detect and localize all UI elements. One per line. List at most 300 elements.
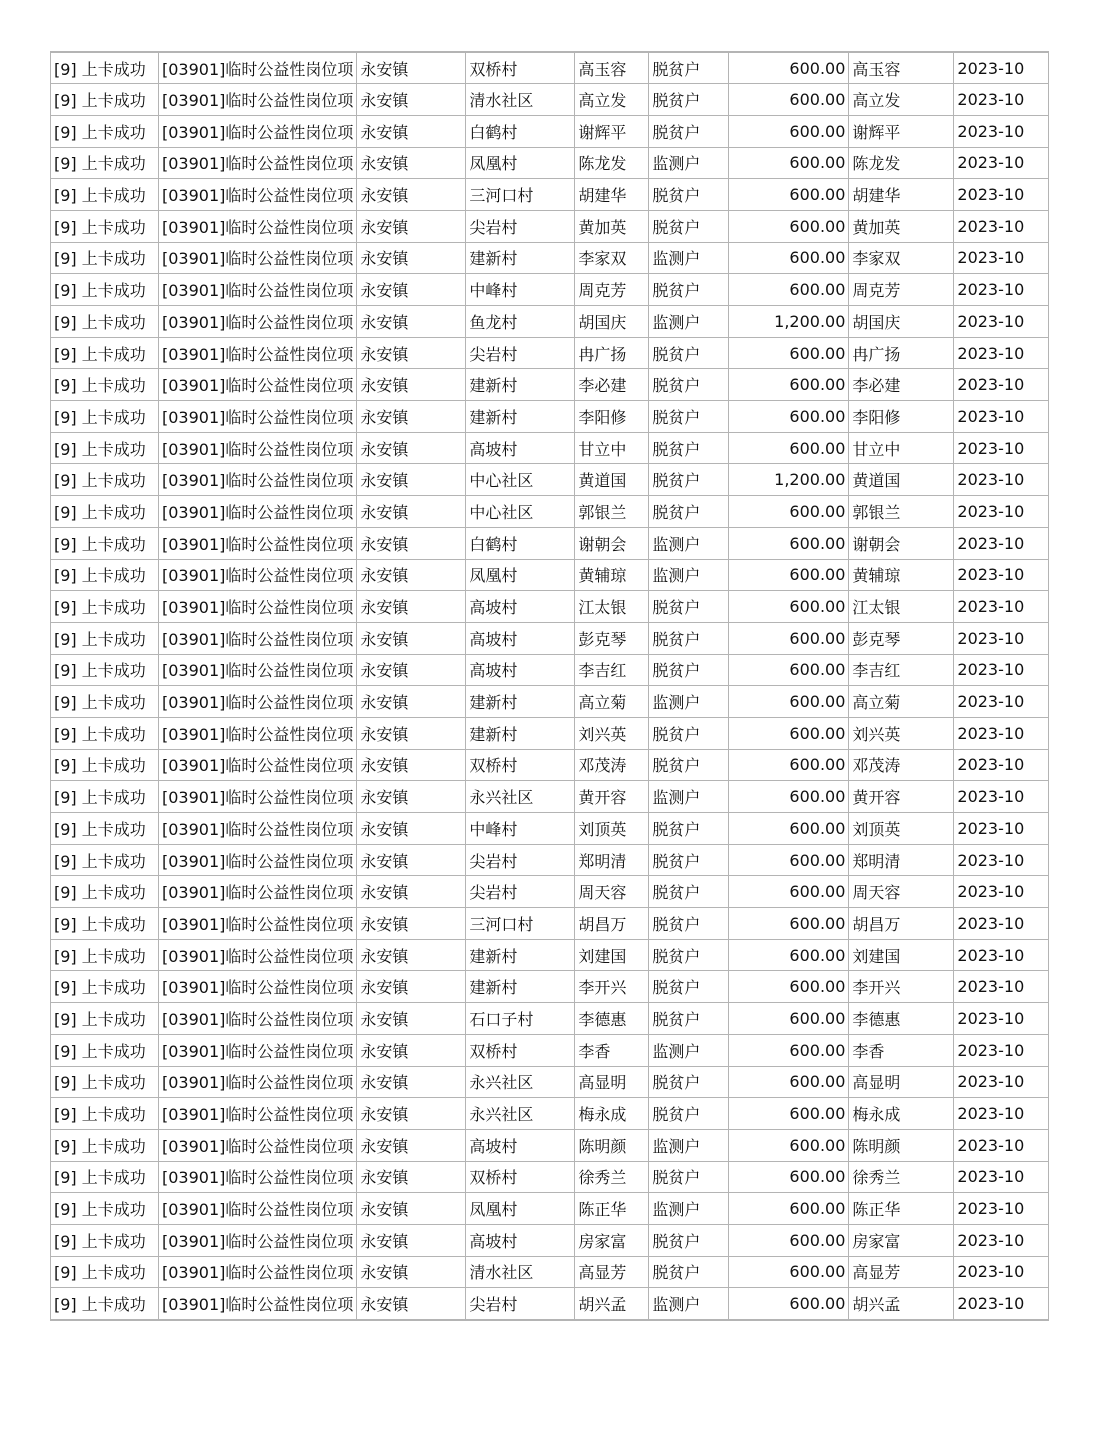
village-cell: 高坡村 [466, 654, 575, 686]
amount-cell: 600.00 [729, 1224, 849, 1256]
town-cell: 永安镇 [357, 844, 466, 876]
village-cell: 中峰村 [466, 274, 575, 306]
table-row [51, 1129, 1049, 1161]
category-cell: 脱贫户 [649, 1098, 729, 1130]
town-cell: 永安镇 [357, 147, 466, 179]
project-cell: [03901]临时公益性岗位项 [159, 1161, 357, 1193]
town-cell: 永安镇 [357, 1193, 466, 1225]
status-cell: [9] 上卡成功 [51, 749, 159, 781]
table-row [51, 844, 1049, 876]
table-row [51, 432, 1049, 464]
town-cell: 永安镇 [357, 749, 466, 781]
status-cell: [9] 上卡成功 [51, 52, 159, 84]
project-cell: [03901]临时公益性岗位项 [159, 1066, 357, 1098]
project-cell: [03901]临时公益性岗位项 [159, 527, 357, 559]
name-cell: 黄加英 [575, 210, 649, 242]
period-cell: 2023-10 [954, 496, 1049, 528]
status-cell: [9] 上卡成功 [51, 337, 159, 369]
category-cell: 脱贫户 [649, 717, 729, 749]
payee-cell: 刘顶英 [849, 813, 954, 845]
town-cell: 永安镇 [357, 622, 466, 654]
amount-cell: 600.00 [729, 1288, 849, 1320]
project-cell: [03901]临时公益性岗位项 [159, 908, 357, 940]
project-cell: [03901]临时公益性岗位项 [159, 1193, 357, 1225]
name-cell: 周克芳 [575, 274, 649, 306]
payee-cell: 周克芳 [849, 274, 954, 306]
status-cell: [9] 上卡成功 [51, 242, 159, 274]
category-cell: 监测户 [649, 306, 729, 338]
status-cell: [9] 上卡成功 [51, 844, 159, 876]
period-cell: 2023-10 [954, 971, 1049, 1003]
project-cell: [03901]临时公益性岗位项 [159, 1098, 357, 1130]
project-cell: [03901]临时公益性岗位项 [159, 306, 357, 338]
payee-cell: 高显芳 [849, 1256, 954, 1288]
period-cell: 2023-10 [954, 781, 1049, 813]
payee-cell: 甘立中 [849, 432, 954, 464]
town-cell: 永安镇 [357, 717, 466, 749]
category-cell: 脱贫户 [649, 179, 729, 211]
amount-cell: 600.00 [729, 654, 849, 686]
table-row [51, 1256, 1049, 1288]
period-cell: 2023-10 [954, 1066, 1049, 1098]
town-cell: 永安镇 [357, 813, 466, 845]
name-cell: 刘顶英 [575, 813, 649, 845]
status-cell: [9] 上卡成功 [51, 1003, 159, 1035]
village-cell: 永兴社区 [466, 1098, 575, 1130]
status-cell: [9] 上卡成功 [51, 1129, 159, 1161]
project-cell: [03901]临时公益性岗位项 [159, 876, 357, 908]
amount-cell: 600.00 [729, 1256, 849, 1288]
village-cell: 清水社区 [466, 1256, 575, 1288]
category-cell: 监测户 [649, 1288, 729, 1320]
payee-cell: 高立菊 [849, 686, 954, 718]
village-cell: 永兴社区 [466, 1066, 575, 1098]
category-cell: 监测户 [649, 559, 729, 591]
name-cell: 胡国庆 [575, 306, 649, 338]
status-cell: [9] 上卡成功 [51, 908, 159, 940]
status-cell: [9] 上卡成功 [51, 1098, 159, 1130]
amount-cell: 600.00 [729, 1129, 849, 1161]
project-cell: [03901]临时公益性岗位项 [159, 654, 357, 686]
table-row [51, 242, 1049, 274]
amount-cell: 600.00 [729, 1161, 849, 1193]
name-cell: 胡建华 [575, 179, 649, 211]
town-cell: 永安镇 [357, 527, 466, 559]
category-cell: 脱贫户 [649, 813, 729, 845]
status-cell: [9] 上卡成功 [51, 1256, 159, 1288]
payee-cell: 李必建 [849, 369, 954, 401]
category-cell: 脱贫户 [649, 1003, 729, 1035]
amount-cell: 600.00 [729, 432, 849, 464]
table-row [51, 179, 1049, 211]
period-cell: 2023-10 [954, 147, 1049, 179]
period-cell: 2023-10 [954, 622, 1049, 654]
payee-cell: 房家富 [849, 1224, 954, 1256]
town-cell: 永安镇 [357, 908, 466, 940]
status-cell: [9] 上卡成功 [51, 464, 159, 496]
period-cell: 2023-10 [954, 306, 1049, 338]
payee-cell: 陈龙发 [849, 147, 954, 179]
payee-cell: 李家双 [849, 242, 954, 274]
category-cell: 脱贫户 [649, 971, 729, 1003]
village-cell: 永兴社区 [466, 781, 575, 813]
name-cell: 高立发 [575, 84, 649, 116]
project-cell: [03901]临时公益性岗位项 [159, 686, 357, 718]
status-cell: [9] 上卡成功 [51, 813, 159, 845]
village-cell: 凤凰村 [466, 1193, 575, 1225]
town-cell: 永安镇 [357, 686, 466, 718]
amount-cell: 600.00 [729, 1066, 849, 1098]
name-cell: 陈龙发 [575, 147, 649, 179]
amount-cell: 1,200.00 [729, 306, 849, 338]
name-cell: 李开兴 [575, 971, 649, 1003]
status-cell: [9] 上卡成功 [51, 781, 159, 813]
project-cell: [03901]临时公益性岗位项 [159, 1224, 357, 1256]
payee-cell: 刘建国 [849, 939, 954, 971]
status-cell: [9] 上卡成功 [51, 686, 159, 718]
village-cell: 中心社区 [466, 496, 575, 528]
town-cell: 永安镇 [357, 1129, 466, 1161]
amount-cell: 600.00 [729, 939, 849, 971]
name-cell: 黄辅琼 [575, 559, 649, 591]
table-row [51, 876, 1049, 908]
town-cell: 永安镇 [357, 939, 466, 971]
name-cell: 李香 [575, 1034, 649, 1066]
table-row [51, 1193, 1049, 1225]
village-cell: 建新村 [466, 369, 575, 401]
table-row [51, 306, 1049, 338]
project-cell: [03901]临时公益性岗位项 [159, 369, 357, 401]
name-cell: 周天容 [575, 876, 649, 908]
name-cell: 黄道国 [575, 464, 649, 496]
status-cell: [9] 上卡成功 [51, 496, 159, 528]
payee-cell: 胡昌万 [849, 908, 954, 940]
amount-cell: 600.00 [729, 813, 849, 845]
name-cell: 陈正华 [575, 1193, 649, 1225]
payee-cell: 李香 [849, 1034, 954, 1066]
project-cell: [03901]临时公益性岗位项 [159, 432, 357, 464]
period-cell: 2023-10 [954, 813, 1049, 845]
name-cell: 房家富 [575, 1224, 649, 1256]
project-cell: [03901]临时公益性岗位项 [159, 591, 357, 623]
table-row [51, 591, 1049, 623]
category-cell: 脱贫户 [649, 591, 729, 623]
table-row [51, 1161, 1049, 1193]
amount-cell: 600.00 [729, 242, 849, 274]
status-cell: [9] 上卡成功 [51, 591, 159, 623]
period-cell: 2023-10 [954, 1288, 1049, 1320]
payee-cell: 邓茂涛 [849, 749, 954, 781]
amount-cell: 600.00 [729, 496, 849, 528]
name-cell: 李德惠 [575, 1003, 649, 1035]
payee-cell: 郑明清 [849, 844, 954, 876]
village-cell: 高坡村 [466, 622, 575, 654]
name-cell: 冉广扬 [575, 337, 649, 369]
category-cell: 脱贫户 [649, 654, 729, 686]
village-cell: 高坡村 [466, 1129, 575, 1161]
period-cell: 2023-10 [954, 1034, 1049, 1066]
town-cell: 永安镇 [357, 369, 466, 401]
period-cell: 2023-10 [954, 1256, 1049, 1288]
table-row [51, 337, 1049, 369]
table-row [51, 1098, 1049, 1130]
village-cell: 尖岩村 [466, 876, 575, 908]
category-cell: 脱贫户 [649, 52, 729, 84]
name-cell: 徐秀兰 [575, 1161, 649, 1193]
table-row [51, 369, 1049, 401]
category-cell: 监测户 [649, 781, 729, 813]
table-row [51, 1066, 1049, 1098]
period-cell: 2023-10 [954, 337, 1049, 369]
status-cell: [9] 上卡成功 [51, 939, 159, 971]
category-cell: 脱贫户 [649, 908, 729, 940]
category-cell: 监测户 [649, 1193, 729, 1225]
category-cell: 脱贫户 [649, 622, 729, 654]
amount-cell: 600.00 [729, 781, 849, 813]
period-cell: 2023-10 [954, 274, 1049, 306]
amount-cell: 600.00 [729, 369, 849, 401]
town-cell: 永安镇 [357, 654, 466, 686]
payee-cell: 江太银 [849, 591, 954, 623]
town-cell: 永安镇 [357, 179, 466, 211]
town-cell: 永安镇 [357, 401, 466, 433]
name-cell: 高显芳 [575, 1256, 649, 1288]
name-cell: 刘建国 [575, 939, 649, 971]
amount-cell: 1,200.00 [729, 464, 849, 496]
table-row [51, 401, 1049, 433]
status-cell: [9] 上卡成功 [51, 559, 159, 591]
status-cell: [9] 上卡成功 [51, 717, 159, 749]
payee-cell: 郭银兰 [849, 496, 954, 528]
table-row [51, 939, 1049, 971]
category-cell: 脱贫户 [649, 210, 729, 242]
project-cell: [03901]临时公益性岗位项 [159, 1003, 357, 1035]
project-cell: [03901]临时公益性岗位项 [159, 115, 357, 147]
town-cell: 永安镇 [357, 1003, 466, 1035]
town-cell: 永安镇 [357, 971, 466, 1003]
project-cell: [03901]临时公益性岗位项 [159, 52, 357, 84]
payee-cell: 黄加英 [849, 210, 954, 242]
town-cell: 永安镇 [357, 210, 466, 242]
project-cell: [03901]临时公益性岗位项 [159, 717, 357, 749]
period-cell: 2023-10 [954, 1003, 1049, 1035]
payee-cell: 胡建华 [849, 179, 954, 211]
project-cell: [03901]临时公益性岗位项 [159, 274, 357, 306]
category-cell: 脱贫户 [649, 401, 729, 433]
name-cell: 黄开容 [575, 781, 649, 813]
project-cell: [03901]临时公益性岗位项 [159, 844, 357, 876]
village-cell: 鱼龙村 [466, 306, 575, 338]
status-cell: [9] 上卡成功 [51, 1066, 159, 1098]
town-cell: 永安镇 [357, 876, 466, 908]
period-cell: 2023-10 [954, 717, 1049, 749]
village-cell: 清水社区 [466, 84, 575, 116]
amount-cell: 600.00 [729, 844, 849, 876]
status-cell: [9] 上卡成功 [51, 1224, 159, 1256]
period-cell: 2023-10 [954, 527, 1049, 559]
village-cell: 白鹤村 [466, 115, 575, 147]
project-cell: [03901]临时公益性岗位项 [159, 559, 357, 591]
town-cell: 永安镇 [357, 781, 466, 813]
period-cell: 2023-10 [954, 591, 1049, 623]
status-cell: [9] 上卡成功 [51, 971, 159, 1003]
village-cell: 中心社区 [466, 464, 575, 496]
category-cell: 脱贫户 [649, 337, 729, 369]
project-cell: [03901]临时公益性岗位项 [159, 496, 357, 528]
town-cell: 永安镇 [357, 1098, 466, 1130]
table-row [51, 52, 1049, 84]
table-row [51, 147, 1049, 179]
period-cell: 2023-10 [954, 559, 1049, 591]
name-cell: 谢朝会 [575, 527, 649, 559]
payee-cell: 胡国庆 [849, 306, 954, 338]
status-cell: [9] 上卡成功 [51, 527, 159, 559]
category-cell: 监测户 [649, 147, 729, 179]
amount-cell: 600.00 [729, 1098, 849, 1130]
period-cell: 2023-10 [954, 876, 1049, 908]
town-cell: 永安镇 [357, 432, 466, 464]
town-cell: 永安镇 [357, 274, 466, 306]
name-cell: 郑明清 [575, 844, 649, 876]
amount-cell: 600.00 [729, 115, 849, 147]
period-cell: 2023-10 [954, 84, 1049, 116]
village-cell: 建新村 [466, 401, 575, 433]
table-row [51, 1288, 1049, 1320]
village-cell: 双桥村 [466, 52, 575, 84]
status-cell: [9] 上卡成功 [51, 147, 159, 179]
village-cell: 建新村 [466, 717, 575, 749]
name-cell: 邓茂涛 [575, 749, 649, 781]
payee-cell: 黄辅琼 [849, 559, 954, 591]
project-cell: [03901]临时公益性岗位项 [159, 147, 357, 179]
amount-cell: 600.00 [729, 527, 849, 559]
table-row [51, 717, 1049, 749]
amount-cell: 600.00 [729, 876, 849, 908]
period-cell: 2023-10 [954, 401, 1049, 433]
table-row [51, 274, 1049, 306]
payee-cell: 陈正华 [849, 1193, 954, 1225]
amount-cell: 600.00 [729, 179, 849, 211]
period-cell: 2023-10 [954, 52, 1049, 84]
payee-cell: 徐秀兰 [849, 1161, 954, 1193]
period-cell: 2023-10 [954, 844, 1049, 876]
village-cell: 尖岩村 [466, 844, 575, 876]
project-cell: [03901]临时公益性岗位项 [159, 971, 357, 1003]
amount-cell: 600.00 [729, 908, 849, 940]
project-cell: [03901]临时公益性岗位项 [159, 781, 357, 813]
table-row [51, 527, 1049, 559]
status-cell: [9] 上卡成功 [51, 1288, 159, 1320]
period-cell: 2023-10 [954, 1224, 1049, 1256]
category-cell: 监测户 [649, 1129, 729, 1161]
payee-cell: 李吉红 [849, 654, 954, 686]
town-cell: 永安镇 [357, 337, 466, 369]
category-cell: 监测户 [649, 242, 729, 274]
payee-cell: 陈明颜 [849, 1129, 954, 1161]
project-cell: [03901]临时公益性岗位项 [159, 813, 357, 845]
name-cell: 甘立中 [575, 432, 649, 464]
table-row [51, 686, 1049, 718]
period-cell: 2023-10 [954, 432, 1049, 464]
status-cell: [9] 上卡成功 [51, 84, 159, 116]
status-cell: [9] 上卡成功 [51, 179, 159, 211]
village-cell: 三河口村 [466, 179, 575, 211]
town-cell: 永安镇 [357, 559, 466, 591]
payee-cell: 黄开容 [849, 781, 954, 813]
category-cell: 脱贫户 [649, 876, 729, 908]
period-cell: 2023-10 [954, 1193, 1049, 1225]
town-cell: 永安镇 [357, 306, 466, 338]
period-cell: 2023-10 [954, 242, 1049, 274]
category-cell: 脱贫户 [649, 1256, 729, 1288]
project-cell: [03901]临时公益性岗位项 [159, 749, 357, 781]
table-row [51, 781, 1049, 813]
project-cell: [03901]临时公益性岗位项 [159, 210, 357, 242]
name-cell: 胡昌万 [575, 908, 649, 940]
amount-cell: 600.00 [729, 52, 849, 84]
name-cell: 郭银兰 [575, 496, 649, 528]
category-cell: 脱贫户 [649, 369, 729, 401]
town-cell: 永安镇 [357, 84, 466, 116]
status-cell: [9] 上卡成功 [51, 369, 159, 401]
category-cell: 脱贫户 [649, 115, 729, 147]
project-cell: [03901]临时公益性岗位项 [159, 1288, 357, 1320]
category-cell: 监测户 [649, 527, 729, 559]
status-cell: [9] 上卡成功 [51, 622, 159, 654]
amount-cell: 600.00 [729, 686, 849, 718]
town-cell: 永安镇 [357, 1034, 466, 1066]
status-cell: [9] 上卡成功 [51, 115, 159, 147]
name-cell: 江太银 [575, 591, 649, 623]
table-row [51, 84, 1049, 116]
project-cell: [03901]临时公益性岗位项 [159, 242, 357, 274]
table-row [51, 1224, 1049, 1256]
name-cell: 高立菊 [575, 686, 649, 718]
village-cell: 高坡村 [466, 432, 575, 464]
table-row [51, 622, 1049, 654]
period-cell: 2023-10 [954, 1161, 1049, 1193]
table-row [51, 559, 1049, 591]
town-cell: 永安镇 [357, 52, 466, 84]
table-row [51, 496, 1049, 528]
amount-cell: 600.00 [729, 401, 849, 433]
period-cell: 2023-10 [954, 369, 1049, 401]
category-cell: 脱贫户 [649, 749, 729, 781]
table-row [51, 210, 1049, 242]
category-cell: 脱贫户 [649, 1161, 729, 1193]
period-cell: 2023-10 [954, 1098, 1049, 1130]
name-cell: 李家双 [575, 242, 649, 274]
amount-cell: 600.00 [729, 210, 849, 242]
category-cell: 脱贫户 [649, 84, 729, 116]
name-cell: 谢辉平 [575, 115, 649, 147]
village-cell: 建新村 [466, 939, 575, 971]
project-cell: [03901]临时公益性岗位项 [159, 939, 357, 971]
town-cell: 永安镇 [357, 1066, 466, 1098]
project-cell: [03901]临时公益性岗位项 [159, 179, 357, 211]
town-cell: 永安镇 [357, 464, 466, 496]
amount-cell: 600.00 [729, 1034, 849, 1066]
amount-cell: 600.00 [729, 274, 849, 306]
village-cell: 三河口村 [466, 908, 575, 940]
amount-cell: 600.00 [729, 591, 849, 623]
table-row [51, 464, 1049, 496]
category-cell: 脱贫户 [649, 844, 729, 876]
period-cell: 2023-10 [954, 654, 1049, 686]
status-cell: [9] 上卡成功 [51, 876, 159, 908]
village-cell: 双桥村 [466, 1161, 575, 1193]
village-cell: 凤凰村 [466, 147, 575, 179]
